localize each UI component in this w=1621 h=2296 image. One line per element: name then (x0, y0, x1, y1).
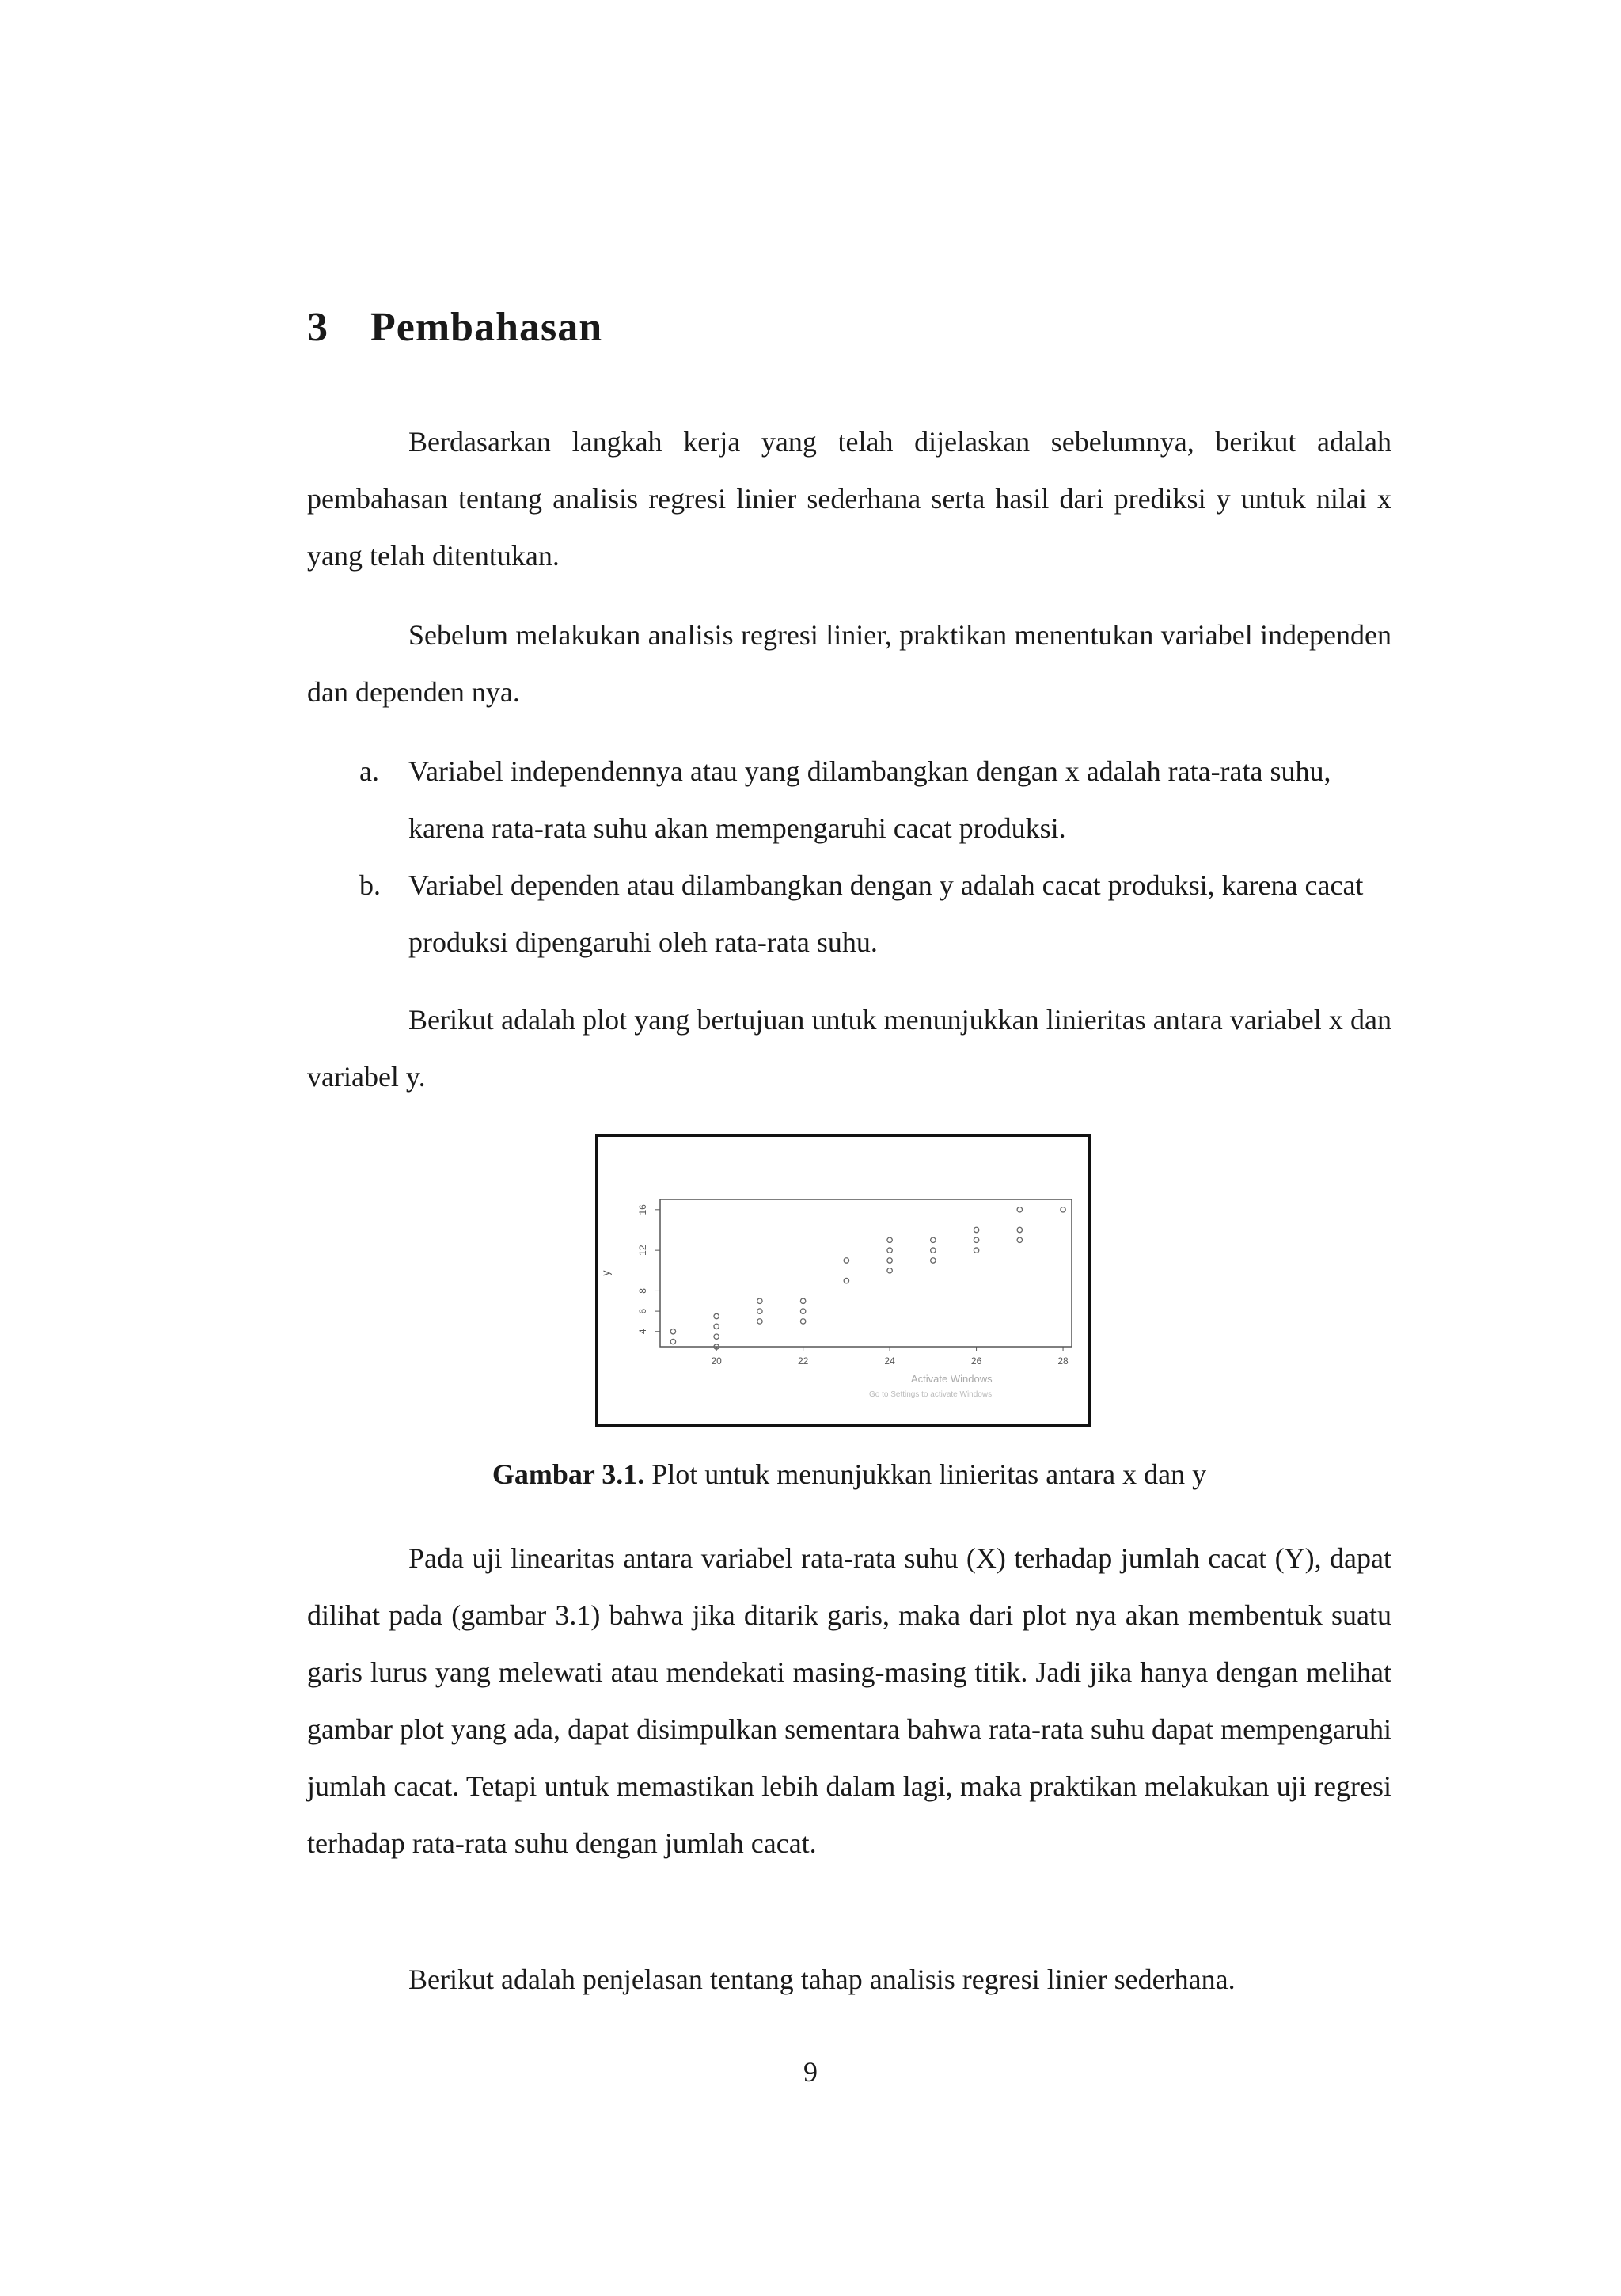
paragraph-variables: Sebelum melakukan analisis regresi linier, praktikan menentukan variabel independen dan dependen nya. (307, 619, 1391, 708)
data-point (887, 1248, 892, 1253)
data-point (974, 1237, 978, 1242)
x-tick-label: 22 (797, 1355, 809, 1367)
data-point (844, 1278, 848, 1283)
y-axis (637, 1204, 660, 1334)
variable-list (307, 743, 1391, 971)
x-tick-label: 26 (970, 1355, 982, 1367)
paragraph-plot-intro: Berikut adalah plot yang bertujuan untuk menunjukkan linieritas antara variabel x dan variabel y. (307, 1004, 1391, 1093)
data-point (714, 1313, 719, 1318)
list-item-text: Variabel dependen atau dilambangkan dengan y adalah cacat produksi, karena cacat produksi dipengaruhi oleh rata-rata suhu. (408, 869, 1364, 958)
x-tick-label: 20 (711, 1355, 722, 1367)
list-item-text: Variabel independennya atau yang dilambangkan dengan x adalah rata-rata suhu, karena rata-rata suhu akan mempengaruhi cacat produksi. (408, 755, 1331, 844)
data-point (887, 1237, 892, 1242)
paragraph-linearity: Pada uji linearitas antara variabel rata-rata suhu (X) terhadap jumlah cacat (Y), dapat dilihat pada (gambar 3.1) bahwa jika ditarik garis, maka dari plot nya akan membentuk suatu garis lurus yang melewati atau mendekati masing-masing titik. Jadi jika hanya dengan melihat gambar plot yang ada, dapat disimpulkan sementara bahwa rata-rata suhu dapat mempengaruhi jumlah cacat. Tetapi untuk memastikan lebih dalam lagi, maka praktikan melakukan uji regresi terhadap rata-rata suhu dengan jumlah cacat. (307, 1542, 1391, 1859)
data-point (800, 1298, 805, 1303)
y-tick-label: 4 (637, 1329, 648, 1335)
y-tick-label: 6 (637, 1308, 648, 1314)
list-marker: b. (359, 869, 381, 901)
data-point (931, 1248, 936, 1253)
list-item-independent (307, 743, 1391, 857)
data-point (714, 1334, 719, 1339)
y-axis-label: y (599, 1270, 612, 1276)
paragraph-intro: Berdasarkan langkah kerja yang telah dijelaskan sebelumnya, berikut adalah pembahasan tentang analisis regresi linier sederhana serta hasil dari prediksi y untuk nilai x yang telah ditentukan. (307, 426, 1391, 572)
data-point (974, 1227, 978, 1232)
watermark-title: Activate Windows (911, 1373, 993, 1385)
data-point (757, 1319, 762, 1324)
data-point (844, 1258, 848, 1263)
x-tick-label: 24 (884, 1355, 895, 1367)
data-point (887, 1268, 892, 1273)
scatter-chart (598, 1137, 1088, 1424)
y-tick-label: 16 (637, 1204, 648, 1215)
data-point (887, 1258, 892, 1263)
watermark-subtitle: Go to Settings to activate Windows. (869, 1390, 994, 1399)
section-title: Pembahasan (370, 305, 603, 350)
figure-scatter-plot (595, 1134, 1091, 1427)
data-point (931, 1237, 936, 1242)
y-tick-label: 12 (637, 1245, 648, 1256)
page-number: 9 (803, 2056, 818, 2088)
data-point (757, 1309, 762, 1313)
figure-caption (307, 1450, 1391, 1498)
data-point (800, 1309, 805, 1313)
caption-text: Plot untuk menunjukkan linieritas antara x dan y (651, 1458, 1207, 1490)
data-point (1061, 1207, 1065, 1212)
data-point (757, 1298, 762, 1303)
paragraph-next-steps: Berikut adalah penjelasan tentang tahap analisis regresi linier sederhana. (408, 1963, 1236, 1995)
section-number: 3 (307, 305, 328, 350)
x-axis (711, 1347, 1069, 1367)
data-point (931, 1258, 936, 1263)
data-point (1017, 1227, 1022, 1232)
data-point (974, 1248, 978, 1253)
x-tick-label: 28 (1057, 1355, 1069, 1367)
data-point (670, 1329, 675, 1334)
y-tick-label: 8 (637, 1288, 648, 1294)
data-point (1017, 1237, 1022, 1242)
data-points (670, 1207, 1065, 1350)
data-point (800, 1319, 805, 1324)
data-point (1017, 1207, 1022, 1212)
list-marker: a. (359, 755, 379, 787)
section-heading (307, 304, 602, 351)
data-point (670, 1339, 675, 1344)
plot-area-border (660, 1199, 1072, 1347)
data-point (714, 1324, 719, 1329)
caption-label: Gambar 3.1. (492, 1458, 645, 1490)
list-item-dependent (307, 857, 1391, 971)
